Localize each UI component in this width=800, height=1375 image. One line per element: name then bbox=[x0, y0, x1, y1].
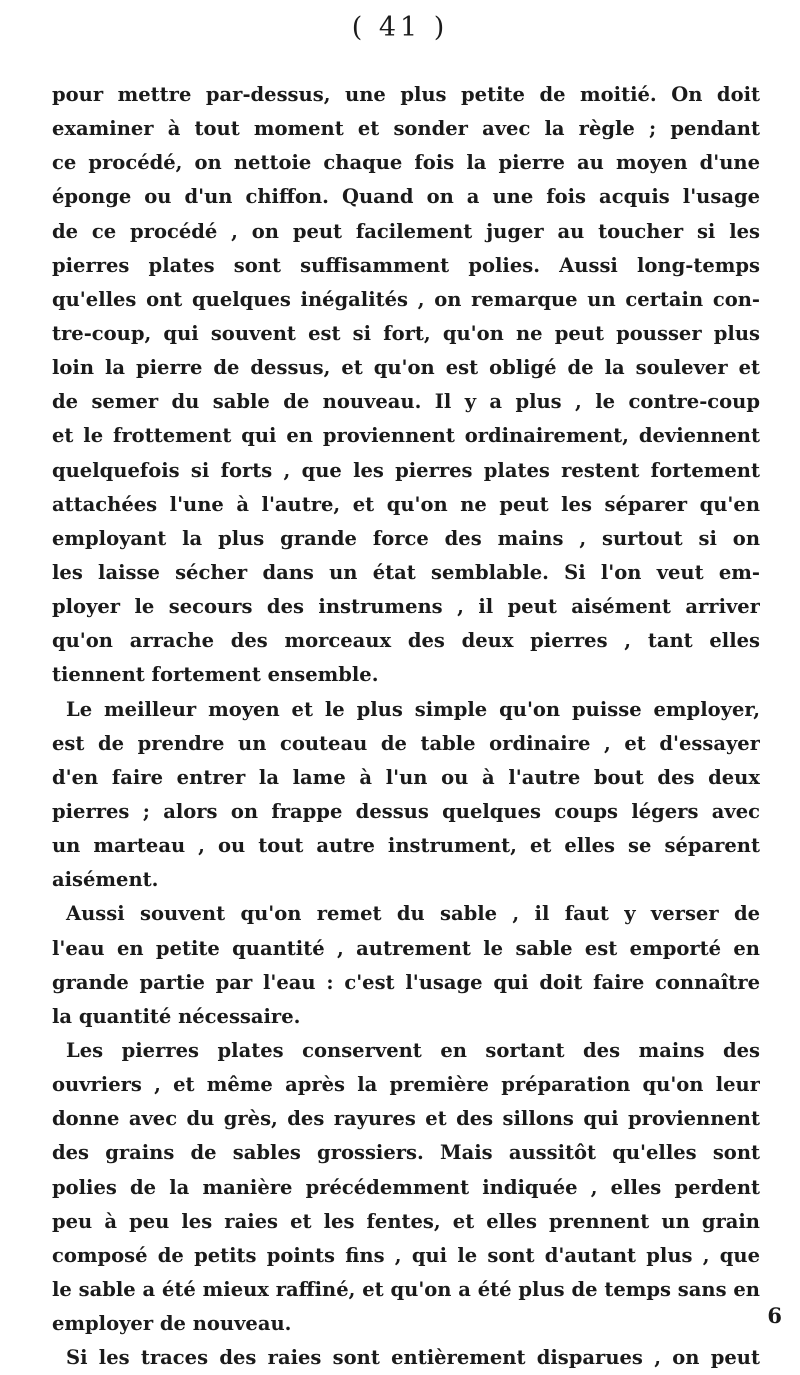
text-line: est de prendre un couteau de table ordinaire , et d'essayer bbox=[52, 731, 760, 755]
text-line: éponge ou d'un chiffon. Quand on a une fois acquis l'usage bbox=[52, 185, 760, 209]
text-line: donne avec du grès, des rayures et des sillons qui proviennent bbox=[52, 1107, 760, 1131]
text-line: d'en faire entrer la lame à l'un ou à l'autre bout des deux bbox=[52, 765, 760, 789]
text-line: et le frottement qui en proviennent ordinairement, deviennent bbox=[52, 424, 760, 448]
signature-mark: 6 bbox=[767, 1303, 782, 1328]
text-line: examiner à tout moment et sonder avec la règle ; pendant bbox=[52, 117, 760, 141]
text-line: ce procédé, on nettoie chaque fois la pierre au moyen d'une bbox=[52, 151, 760, 175]
text-line: Le meilleur moyen et le plus simple qu'on puisse employer, bbox=[66, 697, 760, 721]
text-line: Si les traces des raies sont entièrement disparues , on peut bbox=[66, 1346, 760, 1370]
text-line: le sable a été mieux raffiné, et qu'on a été plus de temps sans en bbox=[52, 1277, 760, 1301]
text-line: employer de nouveau. bbox=[52, 1312, 292, 1336]
text-line: pierres ; alors on frappe dessus quelques coups légers avec bbox=[52, 799, 760, 823]
text-line: employant la plus grande force des mains , surtout si on bbox=[52, 526, 760, 550]
text-line: Aussi souvent qu'on remet du sable , il faut y verser de bbox=[66, 902, 760, 926]
text-line: quelquefois si forts , que les pierres plates restent fortement bbox=[52, 458, 760, 482]
text-line: Les pierres plates conservent en sortant des mains des bbox=[66, 1038, 760, 1062]
text-line: composé de petits points fins , qui le sont d'autant plus , que bbox=[52, 1243, 760, 1267]
text-line: qu'on arrache des morceaux des deux pierres , tant elles bbox=[52, 629, 760, 653]
text-line: polies de la manière précédemment indiquée , elles perdent bbox=[52, 1175, 760, 1199]
text-line: de ce procédé , on peut facilement juger au toucher si les bbox=[52, 219, 760, 243]
text-line: pierres plates sont suffisamment polies. Aussi long-temps bbox=[52, 253, 760, 277]
body-text bbox=[52, 78, 760, 1375]
text-line: de semer du sable de nouveau. Il y a plus , le contre-coup bbox=[52, 390, 760, 414]
page-number: ( 41 ) bbox=[351, 12, 449, 43]
text-line: ployer le secours des instrumens , il peut aisément arriver bbox=[52, 595, 760, 619]
text-line: les laisse sécher dans un état semblable. Si l'on veut em- bbox=[52, 560, 760, 584]
text-line: ouvriers , et même après la première préparation qu'on leur bbox=[52, 1073, 760, 1097]
text-line: la quantité nécessaire. bbox=[52, 1004, 301, 1028]
text-line: qu'elles ont quelques inégalités , on remarque un certain con- bbox=[52, 287, 760, 311]
text-line: des grains de sables grossiers. Mais aussitôt qu'elles sont bbox=[52, 1141, 760, 1165]
text-line: un marteau , ou tout autre instrument, et elles se séparent bbox=[52, 834, 760, 858]
text-line: l'eau en petite quantité , autrement le sable est emporté en bbox=[52, 936, 760, 960]
text-line: aisément. bbox=[52, 868, 159, 892]
text-line: peu à peu les raies et les fentes, et elles prennent un grain bbox=[52, 1209, 760, 1233]
text-line: attachées l'une à l'autre, et qu'on ne peut les séparer qu'en bbox=[52, 492, 760, 516]
text-line: loin la pierre de dessus, et qu'on est obligé de la soulever et bbox=[52, 356, 760, 380]
text-line: tiennent fortement ensemble. bbox=[52, 663, 379, 687]
text-line: grande partie par l'eau : c'est l'usage qui doit faire connaître bbox=[52, 970, 760, 994]
text-line: pour mettre par-dessus, une plus petite de moitié. On doit bbox=[52, 83, 760, 106]
text-line: tre-coup, qui souvent est si fort, qu'on ne peut pousser plus bbox=[52, 321, 760, 345]
